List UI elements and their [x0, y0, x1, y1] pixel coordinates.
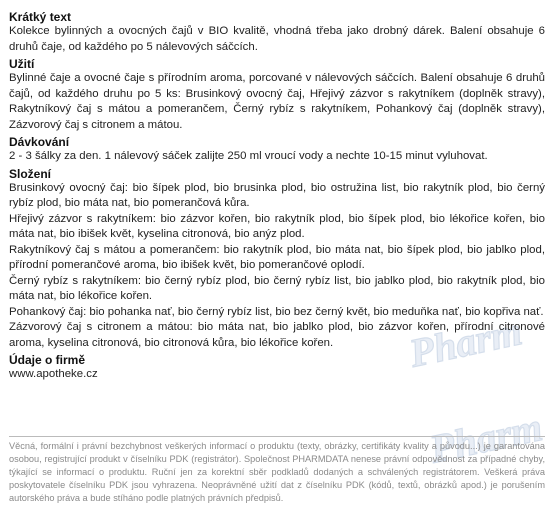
section-dosage	[9, 135, 545, 165]
watermark-text-2: Pharm	[425, 404, 547, 472]
company-website: www.apotheke.cz	[9, 368, 98, 380]
section-short-text	[9, 10, 545, 55]
heading-company: Údaje o firmě	[9, 353, 86, 367]
composition-item: Hřejivý zázvor s rakytníkem: bio zázvor kořen, bio rakytník plod, bio šípek plod, bio lékořice kořen, bio máta nat, bio ibišek květ, kyselina citronová, bio anýz plod.	[9, 212, 545, 240]
heading-composition: Složení	[9, 166, 52, 181]
usage-body: Bylinné čaje a ovocné čaje s přírodním aroma, porcované v nálevových sáčcích. Balení obsahuje 6 druhů čajů, od každého druhu po 5 ks: Brusinkový ovocný čaj, Hřejivý zázvor s rakytníkem (doplněk stravy), Rakytníkový čaj s mátou a pomerančem, Černý rybíz s rakytníkem, Pohankový čaj (doplněk stravy), Zázvorový čaj s citronem a mátou.	[9, 72, 545, 131]
legal-disclaimer: Věcná, formální i právní bezchybnost veškerých informací o produktu (texty, obrázky, certifikáty kvality a původu...) je garantována osobou, registrující produkt v číselníku PDK (registrátor). Společnost PHARMDATA nenese právní odpovědnost za případné chyby, týkající se informací o produktu. Ruční jen za korektní sběr podkladů dodaných a schválených registrátorem. Veškerá práva poskytovatele číselníku PDK jsou vyhrazena. Neoprávněné užití dat z číselníku PDK (kódů, textů, obrázků apod.) je porušením autorského práva a bude stíháno podle platných právních předpisů.	[9, 436, 545, 505]
product-description	[9, 10, 545, 385]
composition-item: Zázvorový čaj s citronem a mátou: bio máta nat, bio jablko plod, bio zázvor kořen, přírodní citronové aroma, kyselina citronová, bio citronová kůra, bio lékořice kořen.	[9, 321, 545, 349]
section-composition	[9, 167, 545, 352]
dosage-body: 2 - 3 šálky za den. 1 nálevový sáček zalijte 250 ml vroucí vody a nechte 10-15 minut vyluhovat.	[9, 150, 488, 162]
short-text-body: Kolekce bylinných a ovocných čajů v BIO kvalitě, vhodná třeba jako drobný dárek. Balení obsahuje 6 druhů čaje, od každého po 5 nálevových sáčcích.	[9, 25, 545, 53]
heading-usage: Užití	[9, 57, 35, 71]
composition-item: Brusinkový ovocný čaj: bio šípek plod, bio brusinka plod, bio ostružina list, bio rakytník plod, bio černý rybíz plod, bio máta nat, bio pomerančová kůra.	[9, 181, 545, 209]
composition-item: Pohankový čaj: bio pohanka nať, bio černý rybíz list, bio bez černý květ, bio meduňka nať, bio kopřiva nať.	[9, 305, 544, 318]
watermark-text-1: Pharm	[405, 308, 526, 376]
heading-dosage: Dávkování	[9, 135, 70, 149]
composition-item: Černý rybíz s rakytníkem: bio černý rybíz plod, bio černý rybíz list, bio jablko plod, bio rakytník plod, bio máta nat, bio lékořice kořen.	[9, 274, 545, 302]
composition-item: Rakytníkový čaj s mátou a pomerančem: bio rakytník plod, bio máta nat, bio šípek plod, bio jablko plod, přírodní pomerančové aroma, bio ibišek květ, bio pomerančové oplodí.	[9, 243, 545, 271]
section-usage	[9, 57, 545, 133]
heading-short-text: Krátký text	[9, 10, 72, 24]
section-company	[9, 353, 545, 383]
